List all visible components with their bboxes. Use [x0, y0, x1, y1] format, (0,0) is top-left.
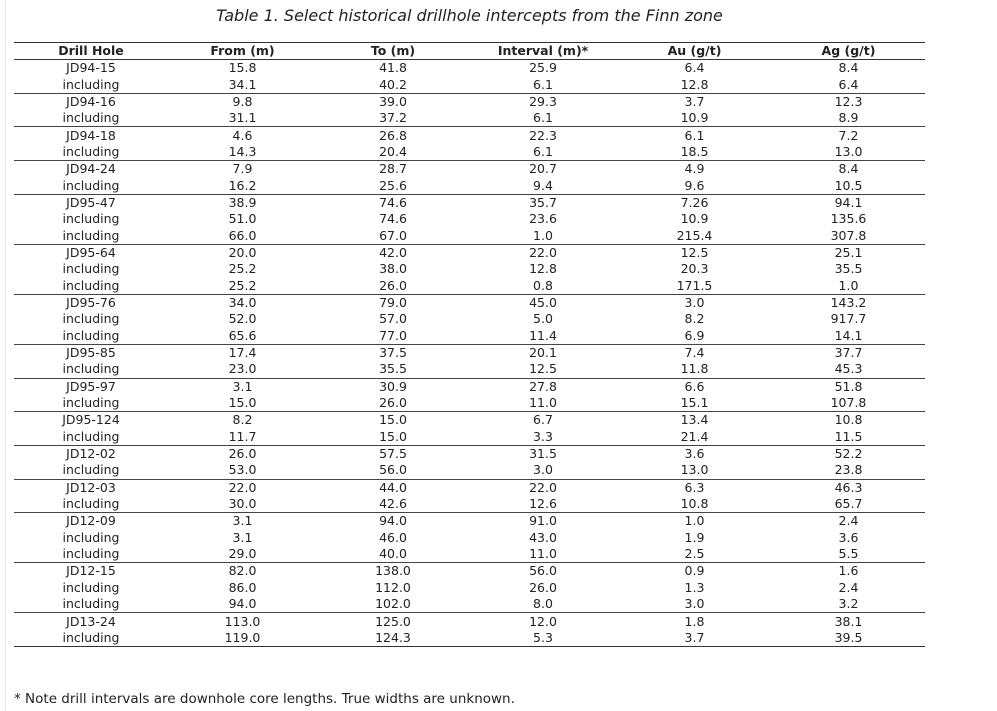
- table-row: [14, 613, 925, 630]
- ag-cell: 6.4: [772, 76, 925, 93]
- column-header-to: To (m): [317, 43, 469, 60]
- from-cell: 23.0: [168, 361, 317, 378]
- au-cell: 10.9: [680, 211, 709, 227]
- interval-cell: 11.0: [469, 546, 617, 563]
- ag-cell: 37.7: [834, 345, 863, 361]
- drill-hole-cell: JD94-16: [66, 93, 116, 109]
- drill-hole-cell: JD12-02: [66, 446, 116, 462]
- to-cell: 26.0: [317, 395, 469, 412]
- interval-cell: 56.0: [529, 563, 557, 579]
- drill-hole-cell: JD12-09: [66, 513, 116, 529]
- to-cell: 57.5: [379, 446, 407, 462]
- ag-cell: 13.0: [772, 144, 925, 161]
- to-cell: 74.6: [379, 211, 407, 227]
- drill-hole-cell: JD95-76: [66, 294, 116, 310]
- interval-cell: 31.5: [529, 446, 557, 462]
- to-cell: 15.0: [379, 412, 407, 428]
- to-cell: 94.0: [379, 513, 407, 529]
- ag-cell: 39.5: [772, 630, 925, 647]
- table-row: [14, 580, 925, 596]
- au-cell: 7.26: [680, 194, 709, 210]
- interval-cell: 1.0: [469, 227, 617, 244]
- to-cell: 125.0: [375, 613, 411, 629]
- to-cell: 44.0: [379, 479, 407, 495]
- ag-cell: 7.2: [838, 127, 859, 143]
- drill-hole-cell: including: [14, 177, 168, 194]
- drill-hole-cell: including: [14, 328, 168, 345]
- drill-hole-cell: including: [14, 429, 168, 446]
- from-cell: 38.9: [228, 194, 257, 210]
- interval-cell: 12.6: [469, 496, 617, 513]
- drill-hole-cell: JD95-47: [66, 194, 116, 210]
- interval-cell: 9.4: [469, 177, 617, 194]
- to-cell: 37.2: [317, 110, 469, 127]
- to-cell: 57.0: [379, 311, 407, 327]
- au-cell: 6.9: [617, 328, 772, 345]
- ag-cell: 23.8: [772, 462, 925, 479]
- au-cell: 6.4: [684, 60, 705, 76]
- table-row: [14, 429, 925, 446]
- to-cell: 26.0: [317, 277, 469, 294]
- au-cell: 1.9: [684, 529, 705, 545]
- drill-hole-cell: including: [14, 227, 168, 244]
- drill-hole-cell: including: [14, 76, 168, 93]
- from-cell: 15.0: [168, 395, 317, 412]
- au-cell: 1.8: [684, 613, 705, 629]
- drill-hole-cell: JD94-18: [66, 127, 116, 143]
- to-cell: 67.0: [317, 227, 469, 244]
- au-cell: 10.9: [617, 110, 772, 127]
- table-caption: Table 1. Select historical drillhole intercepts from the Finn zone: [216, 6, 723, 25]
- from-cell: 34.1: [168, 76, 317, 93]
- table-row: [14, 127, 925, 144]
- au-cell: 12.5: [680, 244, 709, 260]
- from-cell: 7.9: [232, 161, 253, 177]
- from-cell: 86.0: [228, 579, 257, 595]
- ag-cell: 65.7: [772, 496, 925, 513]
- interval-cell: 20.7: [529, 161, 557, 177]
- au-cell: 21.4: [617, 429, 772, 446]
- au-cell: 1.0: [684, 513, 705, 529]
- to-cell: 79.0: [379, 294, 407, 310]
- to-cell: 124.3: [317, 630, 469, 647]
- drill-hole-cell: JD94-15: [66, 60, 116, 76]
- interval-cell: 5.0: [533, 311, 553, 327]
- table-row: [14, 361, 925, 378]
- to-cell: 15.0: [317, 429, 469, 446]
- drill-hole-cell: JD95-97: [66, 378, 116, 394]
- from-cell: 16.2: [168, 177, 317, 194]
- ag-cell: 38.1: [834, 613, 863, 629]
- ag-cell: 8.4: [838, 161, 859, 177]
- to-cell: 37.5: [379, 345, 407, 361]
- table-row: [14, 60, 925, 77]
- from-cell: 9.8: [232, 93, 253, 109]
- interval-cell: 8.0: [469, 596, 617, 613]
- from-cell: 14.3: [168, 144, 317, 161]
- column-header-from: From (m): [168, 43, 317, 60]
- from-cell: 17.4: [228, 345, 257, 361]
- interval-cell: 45.0: [529, 294, 557, 310]
- au-cell: 12.8: [617, 76, 772, 93]
- table-row: [14, 76, 925, 93]
- interval-cell: 43.0: [529, 529, 557, 545]
- drill-hole-cell: including: [14, 395, 168, 412]
- to-cell: 56.0: [317, 462, 469, 479]
- ag-cell: 35.5: [834, 261, 863, 277]
- drill-hole-cell: JD95-85: [66, 345, 116, 361]
- au-cell: 13.0: [617, 462, 772, 479]
- from-cell: 11.7: [168, 429, 317, 446]
- table-row: [14, 344, 925, 361]
- ag-cell: 46.3: [834, 479, 863, 495]
- table-row: [14, 211, 925, 227]
- interval-cell: 25.9: [529, 60, 557, 76]
- drill-hole-cell: including: [62, 211, 120, 227]
- from-cell: 29.0: [168, 546, 317, 563]
- header-row: [14, 43, 925, 60]
- from-cell: 25.2: [168, 277, 317, 294]
- ag-cell: 2.4: [838, 579, 859, 595]
- au-cell: 215.4: [617, 227, 772, 244]
- ag-cell: 94.1: [834, 194, 863, 210]
- page-left-border: [5, 0, 6, 711]
- drill-hole-cell: including: [14, 596, 168, 613]
- au-cell: 20.3: [680, 261, 709, 277]
- table-row: [14, 412, 925, 429]
- au-cell: 2.5: [617, 546, 772, 563]
- ag-cell: 8.9: [772, 110, 925, 127]
- footnote: * Note drill intervals are downhole core lengths. True widths are unknown.: [14, 691, 515, 707]
- ag-cell: 25.1: [834, 244, 863, 260]
- drill-hole-cell: JD13-24: [66, 613, 116, 629]
- to-cell: 112.0: [375, 579, 411, 595]
- table-row: [14, 227, 925, 244]
- to-cell: 42.0: [379, 244, 407, 260]
- au-cell: 9.6: [617, 177, 772, 194]
- interval-cell: 12.5: [469, 361, 617, 378]
- au-cell: 3.7: [684, 93, 705, 109]
- ag-cell: 3.2: [772, 596, 925, 613]
- table-row: [14, 445, 925, 462]
- drill-hole-cell: including: [14, 496, 168, 513]
- table-row: [14, 596, 925, 613]
- table-row: [14, 177, 925, 194]
- table-row: [14, 530, 925, 546]
- drill-hole-cell: JD95-64: [66, 244, 116, 260]
- interval-cell: 22.3: [529, 127, 557, 143]
- ag-cell: 10.8: [834, 412, 863, 428]
- ag-cell: 107.8: [772, 395, 925, 412]
- table-row: [14, 311, 925, 327]
- drill-hole-cell: including: [14, 462, 168, 479]
- au-cell: 3.6: [684, 446, 705, 462]
- interval-cell: 23.6: [529, 211, 557, 227]
- drill-hole-cell: JD95-124: [62, 412, 120, 428]
- au-cell: 11.8: [617, 361, 772, 378]
- to-cell: 35.5: [317, 361, 469, 378]
- interval-cell: 11.0: [469, 395, 617, 412]
- ag-cell: 8.4: [838, 60, 859, 76]
- au-cell: 13.4: [680, 412, 709, 428]
- table-row: [14, 244, 925, 261]
- au-cell: 6.1: [684, 127, 705, 143]
- from-cell: 31.1: [168, 110, 317, 127]
- interval-cell: 12.0: [529, 613, 557, 629]
- table-row: [14, 546, 925, 563]
- from-cell: 20.0: [228, 244, 257, 260]
- interval-cell: 27.8: [529, 378, 557, 394]
- from-cell: 53.0: [168, 462, 317, 479]
- table-row: [14, 261, 925, 277]
- to-cell: 102.0: [317, 596, 469, 613]
- drill-hole-cell: including: [14, 361, 168, 378]
- to-cell: 28.7: [379, 161, 407, 177]
- interval-cell: 22.0: [529, 244, 557, 260]
- table-row: [14, 479, 925, 496]
- au-cell: 15.1: [617, 395, 772, 412]
- au-cell: 0.9: [684, 563, 705, 579]
- au-cell: 8.2: [684, 311, 705, 327]
- interval-cell: 3.3: [469, 429, 617, 446]
- au-cell: 3.7: [617, 630, 772, 647]
- interval-cell: 0.8: [469, 277, 617, 294]
- to-cell: 30.9: [379, 378, 407, 394]
- from-cell: 66.0: [168, 227, 317, 244]
- from-cell: 15.8: [228, 60, 257, 76]
- from-cell: 113.0: [224, 613, 261, 629]
- column-header-au: Au (g/t): [617, 43, 772, 60]
- au-cell: 6.3: [684, 479, 705, 495]
- from-cell: 26.0: [228, 446, 257, 462]
- from-cell: 34.0: [228, 294, 257, 310]
- from-cell: 3.1: [232, 513, 253, 529]
- interval-cell: 6.7: [533, 412, 553, 428]
- from-cell: 3.1: [232, 378, 253, 394]
- interval-cell: 22.0: [529, 479, 557, 495]
- ag-cell: 1.0: [772, 277, 925, 294]
- from-cell: 25.2: [228, 261, 257, 277]
- table-row: [14, 110, 925, 127]
- ag-cell: 2.4: [838, 513, 859, 529]
- to-cell: 39.0: [379, 93, 407, 109]
- drill-hole-cell: including: [14, 277, 168, 294]
- to-cell: 40.2: [317, 76, 469, 93]
- interval-cell: 11.4: [469, 328, 617, 345]
- to-cell: 26.8: [379, 127, 407, 143]
- table-row: [14, 277, 925, 294]
- ag-cell: 1.6: [838, 563, 859, 579]
- to-cell: 46.0: [379, 529, 407, 545]
- table-row: [14, 161, 925, 178]
- interval-cell: 3.0: [469, 462, 617, 479]
- ag-cell: 51.8: [834, 378, 863, 394]
- table-row: [14, 496, 925, 513]
- drill-hole-cell: including: [62, 529, 120, 545]
- from-cell: 119.0: [168, 630, 317, 647]
- from-cell: 4.6: [232, 127, 253, 143]
- to-cell: 138.0: [375, 563, 411, 579]
- drill-hole-cell: including: [14, 110, 168, 127]
- to-cell: 77.0: [317, 328, 469, 345]
- au-cell: 6.6: [684, 378, 705, 394]
- drill-hole-cell: including: [62, 261, 120, 277]
- au-cell: 4.9: [684, 161, 705, 177]
- interval-cell: 12.8: [529, 261, 557, 277]
- ag-cell: 14.1: [772, 328, 925, 345]
- ag-cell: 307.8: [772, 227, 925, 244]
- table-body: [14, 60, 925, 647]
- from-cell: 82.0: [228, 563, 257, 579]
- drill-hole-cell: including: [14, 144, 168, 161]
- intercepts-table: [14, 42, 925, 647]
- to-cell: 74.6: [379, 194, 407, 210]
- drill-hole-cell: including: [62, 311, 120, 327]
- drill-hole-cell: including: [14, 630, 168, 647]
- ag-cell: 917.7: [830, 311, 867, 327]
- interval-cell: 35.7: [529, 194, 557, 210]
- ag-cell: 5.5: [772, 546, 925, 563]
- au-cell: 171.5: [617, 277, 772, 294]
- to-cell: 42.6: [317, 496, 469, 513]
- au-cell: 3.0: [684, 294, 705, 310]
- table-row: [14, 462, 925, 479]
- to-cell: 20.4: [317, 144, 469, 161]
- interval-cell: 6.1: [469, 110, 617, 127]
- ag-cell: 52.2: [834, 446, 863, 462]
- table-row: [14, 194, 925, 211]
- from-cell: 30.0: [168, 496, 317, 513]
- table-row: [14, 563, 925, 580]
- from-cell: 8.2: [232, 412, 253, 428]
- drill-hole-cell: JD94-24: [66, 161, 116, 177]
- interval-cell: 26.0: [529, 579, 557, 595]
- ag-cell: 10.5: [772, 177, 925, 194]
- drill-hole-cell: including: [14, 546, 168, 563]
- au-cell: 1.3: [684, 579, 705, 595]
- to-cell: 38.0: [379, 261, 407, 277]
- table-row: [14, 144, 925, 161]
- from-cell: 52.0: [228, 311, 257, 327]
- ag-cell: 12.3: [834, 93, 863, 109]
- table-row: [14, 630, 925, 647]
- drill-hole-cell: JD12-03: [66, 479, 116, 495]
- from-cell: 94.0: [168, 596, 317, 613]
- au-cell: 3.0: [617, 596, 772, 613]
- ag-cell: 3.6: [838, 529, 859, 545]
- to-cell: 25.6: [317, 177, 469, 194]
- table-row: [14, 294, 925, 311]
- drill-hole-cell: JD12-15: [66, 563, 116, 579]
- table-row: [14, 513, 925, 530]
- ag-cell: 143.2: [830, 294, 867, 310]
- from-cell: 22.0: [228, 479, 257, 495]
- from-cell: 51.0: [228, 211, 257, 227]
- column-header-ag: Ag (g/t): [772, 43, 925, 60]
- to-cell: 41.8: [379, 60, 407, 76]
- interval-cell: 20.1: [529, 345, 557, 361]
- table-row: [14, 93, 925, 110]
- interval-cell: 5.3: [469, 630, 617, 647]
- to-cell: 40.0: [317, 546, 469, 563]
- interval-cell: 29.3: [529, 93, 557, 109]
- drill-hole-cell: including: [62, 579, 120, 595]
- interval-cell: 91.0: [529, 513, 557, 529]
- ag-cell: 135.6: [830, 211, 867, 227]
- table-row: [14, 395, 925, 412]
- column-header-drill-hole: Drill Hole: [14, 43, 168, 60]
- au-cell: 10.8: [617, 496, 772, 513]
- table-row: [14, 378, 925, 395]
- interval-cell: 6.1: [469, 144, 617, 161]
- au-cell: 18.5: [617, 144, 772, 161]
- column-header-interval: Interval (m)*: [469, 43, 617, 60]
- ag-cell: 11.5: [772, 429, 925, 446]
- au-cell: 7.4: [684, 345, 705, 361]
- from-cell: 65.6: [168, 328, 317, 345]
- interval-cell: 6.1: [469, 76, 617, 93]
- from-cell: 3.1: [232, 529, 253, 545]
- ag-cell: 45.3: [772, 361, 925, 378]
- table-row: [14, 328, 925, 345]
